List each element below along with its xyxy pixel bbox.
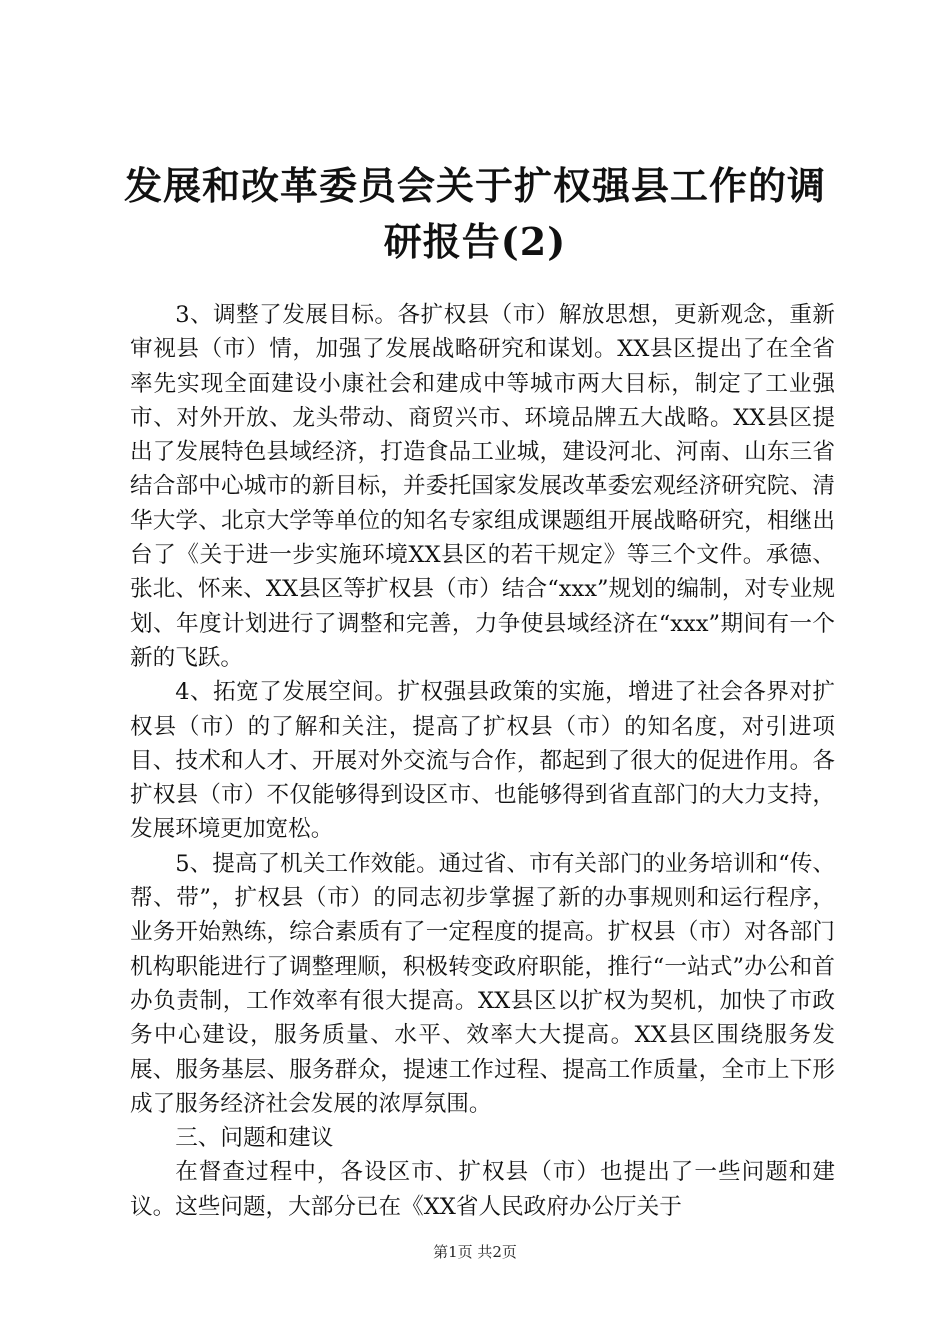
section-heading-issues: 三、问题和建议 — [175, 1125, 334, 1152]
paragraph-expand-space: 4、拓宽了发展空间。扩权强县政策的实施，增进了社会各界对扩权县（市）的了解和关注，提高了扩权县（市）的知名度，对引进项目、技术和人才、开展对外交流与合作，都起到了很大的促进作用。各扩权县（市）不仅能够得到设区市、也能够得到省直部门的大力支持，发展环境更加宽松。 — [130, 679, 835, 843]
paragraph-issues-intro: 在督查过程中，各设区市、扩权县（市）也提出了一些问题和建议。这些问题，大部分已在《XX省人民政府办公厅关于 — [130, 1159, 835, 1220]
paragraph-efficiency: 5、提高了机关工作效能。通过省、市有关部门的业务培训和“传、帮、带”，扩权县（市）的同志初步掌握了新的办事规则和运行程序，业务开始熟练，综合素质有了一定程度的提高。扩权县（市）对各部门机构职能进行了调整理顺，积极转变政府职能，推行“一站式”办公和首办负责制，工作效率有很大提高。XX县区以扩权为契机，加快了市政务中心建设，服务质量、水平、效率大大提高。XX县区围绕服务发展、服务基层、服务群众，提速工作过程、提高工作质量，全市上下形成了服务经济社会发展的浓厚氛围。 — [130, 850, 835, 1117]
document-title: 发展和改革委员会关于扩权强县工作的调研报告(2) — [123, 163, 826, 264]
document-body — [130, 298, 835, 1224]
paragraph-adjust-goals: 3、调整了发展目标。各扩权县（市）解放思想，更新观念，重新审视县（市）情，加强了发展战略研究和谋划。XX县区提出了在全省率先实现全面建设小康社会和建成中等城市两大目标，制定了工业强市、对外开放、龙头带动、商贸兴市、环境品牌五大战略。XX县区提出了发展特色县域经济，打造食品工业城，建设河北、河南、山东三省结合部中心城市的新目标，并委托国家发展改革委宏观经济研究院、清华大学、北京大学等单位的知名专家组成课题组开展战略研究，相继出台了《关于进一步实施环境XX县区的若干规定》等三个文件。承德、张北、怀来、XX县区等扩权县（市）结合“xxx”规划的编制，对专业规划、年度计划进行了调整和完善，力争使县域经济在“xxx”期间有一个新的飞跃。 — [130, 302, 835, 671]
page-footer: 第1页 共2页 — [433, 1243, 517, 1261]
